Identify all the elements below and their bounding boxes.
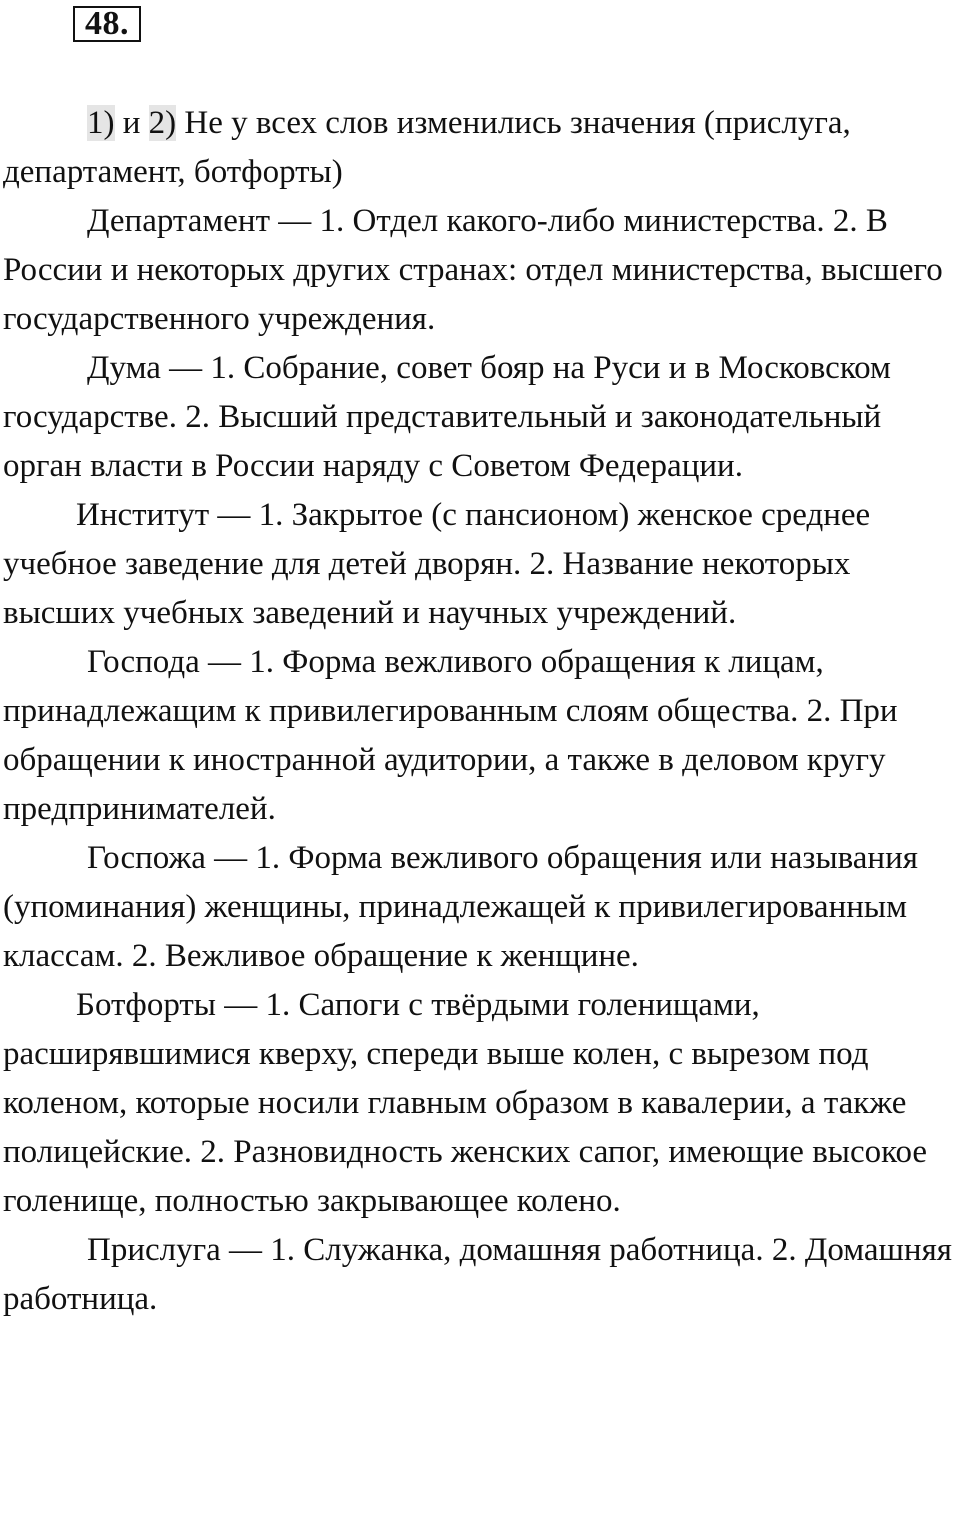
- answer-marker-1: 1): [87, 105, 115, 141]
- definition-gospozha: Госпожа — 1. Форма вежливого обращения или называния (упоминания) женщины, принадлежащей к привилегированным классам. 2. Вежливое обращение к женщине.: [3, 840, 918, 974]
- definition-gospoda: Господа — 1. Форма вежливого обращения к лицам, принадлежащим к привилегированным слоям общества. 2. При обращении к иностранной аудитории, а также в деловом кругу предпринимателей.: [3, 644, 898, 827]
- intro-text: Не у всех слов изменились значения (прислуга, департамент, ботфорты): [3, 105, 851, 190]
- answer-text: [3, 99, 959, 1324]
- intro-paragraph: [3, 99, 959, 197]
- connector-text: и: [114, 105, 149, 141]
- definition-duma: Дума — 1. Собрание, совет бояр на Руси и в Московском государстве. 2. Высший представительный и законодательный орган власти в России наряду с Советом Федерации.: [3, 350, 891, 484]
- definition-departament: Департамент — 1. Отдел какого-либо министерства. 2. В России и некоторых других странах: отдел министерства, высшего государственного учреждения.: [3, 203, 943, 337]
- task-number-badge: 48.: [73, 6, 141, 42]
- answer-marker-2: 2): [148, 105, 177, 141]
- definition-botforty: Ботфорты — 1. Сапоги с твёрдыми голенищами, расширявшимися кверху, спереди выше колен, с вырезом под коленом, которые носили главным образом в кавалерии, а также полицейские. 2. Разновидность женских сапог, имеющие высокое голенище, полностью закрывающее колено.: [3, 987, 927, 1219]
- definition-prisluga: Прислуга — 1. Служанка, домашняя работница. 2. Домашняя работница.: [3, 1232, 952, 1317]
- definition-institut: Институт — 1. Закрытое (с пансионом) женское среднее учебное заведение для детей дворян. 2. Название некоторых высших учебных заведений и научных учреждений.: [3, 497, 871, 631]
